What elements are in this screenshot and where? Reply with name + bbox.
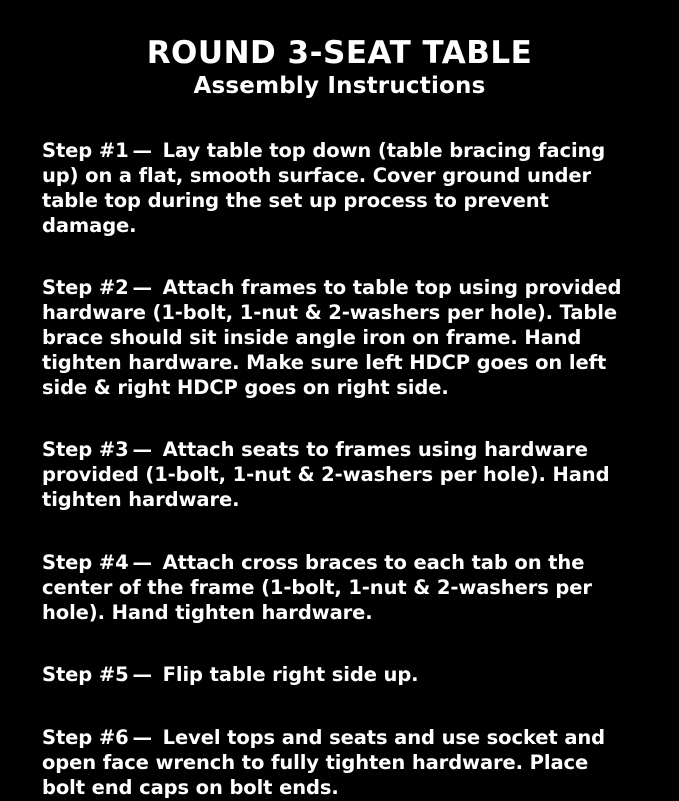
step-label: Step #3 [42, 438, 129, 462]
step-label: Step #6 [42, 725, 129, 749]
step-dash: — [132, 663, 152, 687]
steps-list [42, 119, 637, 800]
step-dash: — [132, 276, 152, 300]
step-item [42, 139, 637, 239]
step-label: Step #4 [42, 550, 129, 574]
step-item [42, 551, 637, 626]
step-dash: — [132, 725, 152, 749]
step-item [42, 438, 637, 513]
page-title: ROUND 3-SEAT TABLE [146, 35, 533, 71]
step-text: Flip table right side up. [162, 663, 419, 687]
step-dash: — [132, 550, 152, 574]
page-subtitle: Assembly Instructions [193, 73, 486, 100]
step-label: Step #1 [42, 138, 129, 162]
step-label: Step #5 [42, 663, 129, 687]
step-text: Attach cross braces to each tab on the center of the frame (1-bolt, 1-nut & 2-washers per hole). Hand tighten hardware. [42, 550, 592, 624]
step-item [42, 276, 637, 401]
step-text: Lay table top down (table bracing facing up) on a flat, smooth surface. Cover ground under table top during the set up process to prevent damage. [42, 138, 606, 237]
step-text: Level tops and seats and use socket and open face wrench to fully tighten hardware. Place bolt end caps on bolt ends. [42, 725, 606, 799]
step-text: Attach seats to frames using hardware provided (1-bolt, 1-nut & 2-washers per hole). Hand tighten hardware. [42, 438, 610, 512]
step-item [42, 726, 637, 801]
step-dash: — [132, 438, 152, 462]
step-item [42, 663, 637, 688]
step-text: Attach frames to table top using provided hardware (1-bolt, 1-nut & 2-washers per hole). Table brace should sit inside angle iron on frame. Hand tighten hardware. Make sure left HDCP goes on left side & right HDCP goes on right side. [42, 276, 622, 400]
step-dash: — [132, 138, 152, 162]
step-label: Step #2 [42, 276, 129, 300]
